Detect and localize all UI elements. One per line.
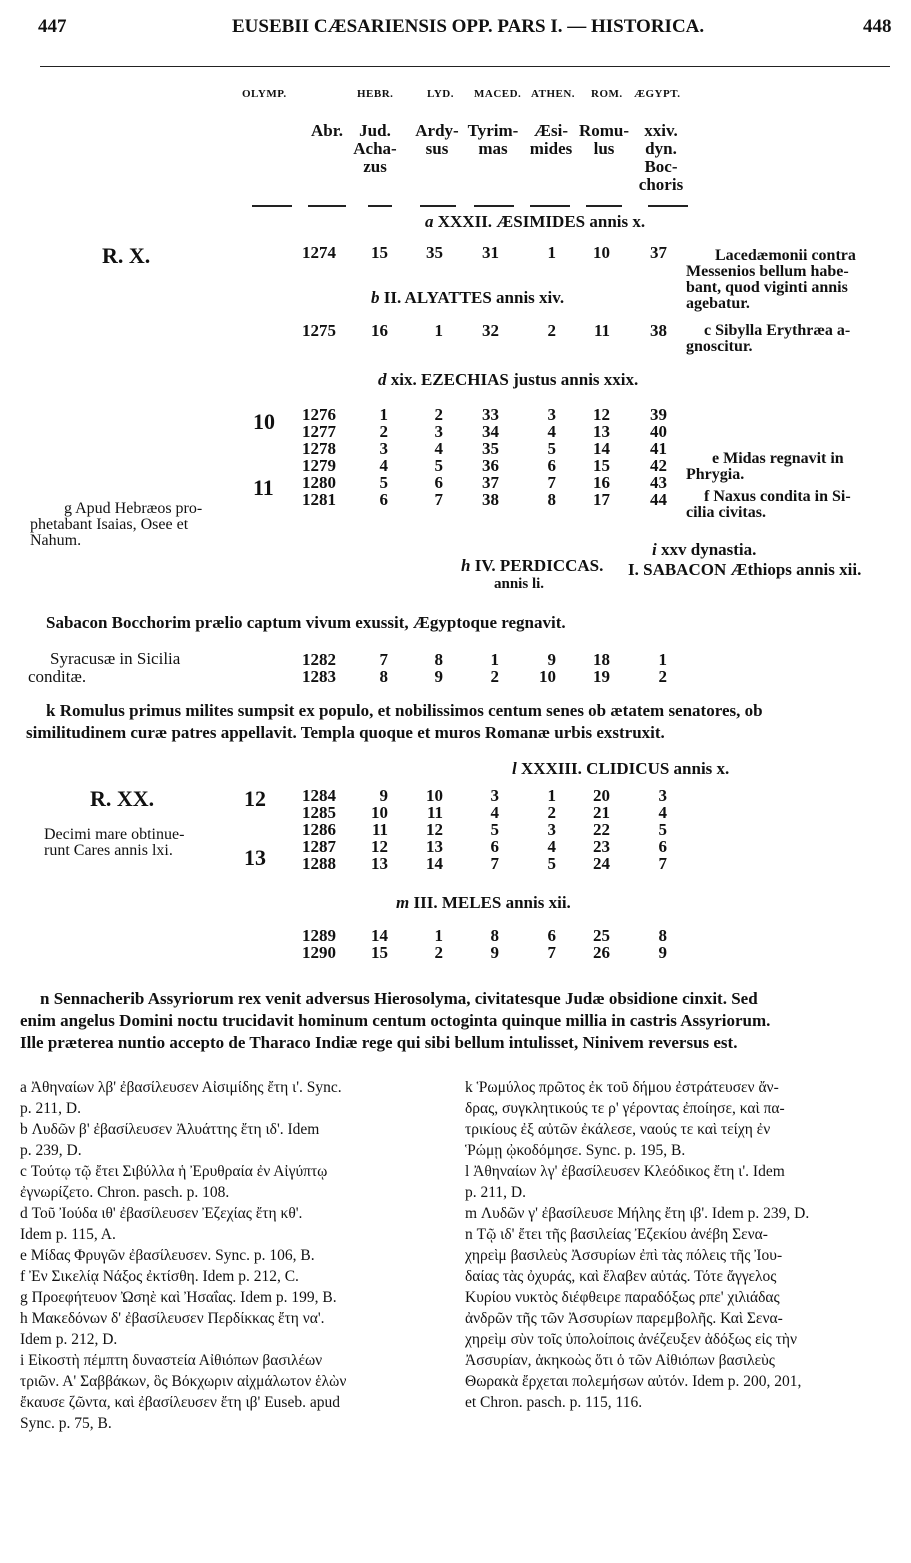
table-cell: 6 xyxy=(434,473,443,492)
table-cell: 1288 xyxy=(302,854,336,873)
footnote-line: f Ἐν Σικελίᾳ Νάξος ἐκτίσθη. Idem p. 212, C. xyxy=(20,1268,299,1285)
table-cell: 11 xyxy=(593,321,610,340)
roman-mark-rxx: R. XX. xyxy=(90,786,155,811)
table-row xyxy=(0,456,700,475)
ruler-line-h2: annis li. xyxy=(494,576,545,592)
table-cell: 42 xyxy=(650,456,667,475)
table-cell: 1276 xyxy=(302,405,336,424)
table-cell: 13 xyxy=(593,422,610,441)
table-cell: 2 xyxy=(547,803,556,822)
footnote-line: a Ἀθηναίων λβ' ἐβασίλευσεν Αἰσιμίδης ἔτη ι'. Sync. xyxy=(20,1079,342,1096)
table-cell: 4 xyxy=(658,803,667,822)
table-row xyxy=(0,243,700,262)
table-cell: 14 xyxy=(593,439,610,458)
table-cell: 34 xyxy=(482,422,499,441)
table-cell: 15 xyxy=(593,456,610,475)
col-rule xyxy=(420,205,456,207)
table-cell: 8 xyxy=(547,490,556,509)
footnote-line: l Ἀθηναίων λγ' ἐβασίλευσεν Κλεόδικος ἔτη ι'. Idem xyxy=(465,1163,785,1180)
table-cell: 1 xyxy=(379,405,388,424)
table-cell: 35 xyxy=(482,439,499,458)
ruler-line-l: l XXXIII. CLIDICUS annis x. xyxy=(512,759,730,778)
table-cell: 40 xyxy=(650,422,667,441)
table-cell: 1278 xyxy=(302,439,336,458)
table-cell: 9 xyxy=(434,667,443,686)
table-cell: 4 xyxy=(379,456,388,475)
note-midas: e Midas regnavit in Phrygia. xyxy=(686,450,844,483)
ruler-line-d: d xix. EZECHIAS justus annis xxix. xyxy=(378,370,639,389)
running-title: EUSEBII CÆSARIENSIS OPP. PARS I. — HISTORICA. xyxy=(232,16,705,37)
table-cell: 5 xyxy=(434,456,443,475)
table-cell: 5 xyxy=(490,820,499,839)
table-cell: 2 xyxy=(379,422,388,441)
table-cell: 44 xyxy=(650,490,667,509)
footnotes-left xyxy=(20,1077,346,1434)
table-cell: 15 xyxy=(371,943,388,962)
table-cell: 20 xyxy=(593,786,610,805)
table-cell: 3 xyxy=(547,405,556,424)
col-nation-athen: ATHEN. xyxy=(531,88,576,100)
table-cell: 10 xyxy=(539,667,556,686)
ruler-line-i: i xxv dynastia. xyxy=(652,540,757,559)
table-cell: 1 xyxy=(434,926,443,945)
table-cell: 1285 xyxy=(302,803,336,822)
table-cell: 37 xyxy=(650,243,667,262)
table-cell: 1283 xyxy=(302,667,336,686)
table-cell: 32 xyxy=(482,321,499,340)
footnote-line: δαίας τὰς ὀχυράς, καὶ ἔλαβεν αὐτάς. Τότε ἄγγελος xyxy=(465,1268,777,1285)
table-cell: 14 xyxy=(371,926,388,945)
col-nation-rom: ROM. xyxy=(591,88,623,100)
col-rule xyxy=(368,205,392,207)
table-cell: 1282 xyxy=(302,650,336,669)
table-cell: 7 xyxy=(547,473,556,492)
footnote-line: e Μίδας Φρυγῶν ἐβασίλευσεν. Sync. p. 106, B. xyxy=(20,1247,315,1264)
table-cell: 31 xyxy=(482,243,499,262)
table-cell: 9 xyxy=(379,786,388,805)
table-cell: 4 xyxy=(434,439,443,458)
table-row xyxy=(0,803,700,822)
table-cell: 1286 xyxy=(302,820,336,839)
table-cell: 1289 xyxy=(302,926,336,945)
footnote-line: p. 211, D. xyxy=(465,1184,526,1201)
footnote-line: τρικίους ἐξ αὐτῶν ἐκάλεσε, ναούς τε καὶ τείχη ἐν xyxy=(465,1121,771,1138)
col-nation-olymp: OLYMP. xyxy=(242,88,287,100)
table-cell: 1 xyxy=(490,650,499,669)
table-cell: 1290 xyxy=(302,943,336,962)
footnote-line: i Εἰκοστὴ πέμπτη δυναστεία Αἰθιόπων βασιλέων xyxy=(20,1352,323,1369)
table-cell: 43 xyxy=(650,473,667,492)
col-head-bocchoris: xxiv. dyn. Boc- choris xyxy=(638,121,684,194)
col-rule xyxy=(648,205,688,207)
table-cell: 1284 xyxy=(302,786,336,805)
table-cell: 1 xyxy=(658,650,667,669)
table-cell: 1275 xyxy=(302,321,336,340)
table-cell: 2 xyxy=(658,667,667,686)
table-cell: 18 xyxy=(593,650,610,669)
footnote-line: χηρεὶμ σὺν τοῖς ὑπολοίποις ἀνέζευξεν ἀδόξως εἰς τὴν xyxy=(465,1331,797,1348)
header-rule xyxy=(40,66,890,67)
note-sibylla: c Sibylla Erythræa a- gnoscitur. xyxy=(686,322,851,355)
table-cell: 1 xyxy=(434,321,443,340)
footnote-line: Idem p. 115, A. xyxy=(20,1226,116,1243)
table-cell: 12 xyxy=(426,820,443,839)
footnote-line: Ῥώμῃ ᾠκοδόμησε. Sync. p. 195, B. xyxy=(465,1142,686,1159)
table-cell: 38 xyxy=(482,490,499,509)
table-cell: 15 xyxy=(371,243,388,262)
table-row xyxy=(0,439,700,458)
page-number-left: 447 xyxy=(38,16,67,37)
table-cell: 7 xyxy=(379,650,388,669)
table-cell: 1274 xyxy=(302,243,336,262)
col-head-ardysus: Ardy- sus xyxy=(415,121,459,158)
footnote-line: ἔκαυσε ζῶντα, καὶ ἐβασίλευσεν ἔτη ιβ' Euseb. apud xyxy=(20,1394,340,1411)
table-cell: 1280 xyxy=(302,473,336,492)
footnote-line: τριῶν. Α' Σαββάκων, ὃς Βόκχωριν αἰχμάλωτον ἑλὼν xyxy=(20,1373,347,1390)
table-cell: 13 xyxy=(426,837,443,856)
table-cell: 8 xyxy=(434,650,443,669)
col-rule xyxy=(530,205,570,207)
paragraph-romulus: k Romulus primus milites sumpsit ex populo, et nobilissimos centum senes ob ætatem senatores, ob similitudinem curæ patres appellavit. Templa quoque et muros Romanæ urbis exstruxit. xyxy=(26,701,763,742)
table-row xyxy=(0,943,700,962)
footnote-line: et Chron. pasch. p. 115, 116. xyxy=(465,1394,643,1411)
note-prophets: g Apud Hebræos pro- phetabant Isaias, Osee et Nahum. xyxy=(30,500,203,549)
table-cell: 13 xyxy=(371,854,388,873)
table-cell: 41 xyxy=(650,439,667,458)
olympiad-10: 10 xyxy=(253,409,275,434)
table-cell: 5 xyxy=(379,473,388,492)
col-head-jud: Jud. Acha- zus xyxy=(353,121,397,176)
paragraph-sennacherib: n Sennacherib Assyriorum rex venit adversus Hierosolyma, civitatesque Judæ obsidione cinxit. Sed enim angelus Domini noctu trucidavit hominum centum octoginta quinque millia in castris Assyriorum. Ille præterea nuntio accepto de Tharaco Indiæ rege qui sibi bellum intulisset, Ninivem reversus est. xyxy=(20,989,771,1052)
table-cell: 5 xyxy=(547,439,556,458)
table-cell: 25 xyxy=(593,926,610,945)
table-cell: 21 xyxy=(593,803,610,822)
ruler-line-a: a XXXII. ÆSIMIDES annis x. xyxy=(425,212,646,231)
footnote-line: m Λυδῶν γ' ἐβασίλευσε Μήλης ἔτη ιβ'. Idem p. 239, D. xyxy=(465,1205,810,1222)
footnote-line: h Μακεδόνων δ' ἐβασίλευσεν Περδίκκας ἔτη να'. xyxy=(20,1310,325,1327)
table-cell: 5 xyxy=(658,820,667,839)
table-cell: 6 xyxy=(658,837,667,856)
paragraph-sabacon: Sabacon Bocchorim prælio captum vivum exussit, Ægyptoque regnavit. xyxy=(46,613,566,632)
table-cell: 11 xyxy=(426,803,443,822)
roman-mark-rx: R. X. xyxy=(102,243,151,268)
page-number-right: 448 xyxy=(863,16,892,37)
table-cell: 10 xyxy=(371,803,388,822)
col-rule xyxy=(252,205,292,207)
table-row xyxy=(0,926,700,945)
table-cell: 22 xyxy=(593,820,610,839)
table-cell: 1 xyxy=(547,786,556,805)
table-cell: 1 xyxy=(547,243,556,262)
footnote-line: ἀνδρῶν τῆς τῶν Ἀσσυρίων παρεμβολῆς. Καὶ Σενα- xyxy=(465,1310,783,1327)
table-cell: 12 xyxy=(593,405,610,424)
table-cell: 7 xyxy=(547,943,556,962)
col-head-tyrimmas: Tyrim- mas xyxy=(467,121,519,158)
table-cell: 6 xyxy=(490,837,499,856)
footnote-line: Κυρίου νυκτὸς διέφθειρε παραδόξως ρπε' χιλιάδας xyxy=(465,1289,780,1306)
note-cares: Decimi mare obtinue- runt Cares annis lxi. xyxy=(44,826,185,859)
table-cell: 24 xyxy=(593,854,610,873)
table-cell: 2 xyxy=(434,405,443,424)
footnote-line: p. 211, D. xyxy=(20,1100,81,1117)
table-cell: 7 xyxy=(490,854,499,873)
footnote-line: δρας, συγκλητικούς τε ρ' γέροντας ἐποίησε, καὶ πα- xyxy=(465,1100,785,1117)
footnote-line: n Τῷ ιδ' ἔτει τῆς βασιλείας Ἐζεκίου ἀνέβη Σενα- xyxy=(465,1226,768,1243)
note-naxus: f Naxus condita in Si- cilia civitas. xyxy=(686,488,851,521)
table-cell: 5 xyxy=(547,854,556,873)
table-cell: 19 xyxy=(593,667,610,686)
table-cell: 38 xyxy=(650,321,667,340)
footnote-line: g Προεφήτευον Ὠσηὲ καὶ Ἠσαΐας. Idem p. 199, B. xyxy=(20,1289,337,1306)
footnote-line: Idem p. 212, D. xyxy=(20,1331,118,1348)
col-nation-hebr: HEBR. xyxy=(357,88,394,100)
ruler-line-i2: I. SABACON Æthiops annis xii. xyxy=(628,560,862,579)
table-cell: 1277 xyxy=(302,422,336,441)
table-cell: 4 xyxy=(547,837,556,856)
table-cell: 14 xyxy=(426,854,443,873)
col-head-aesimides: Æsi- mides xyxy=(529,121,573,158)
table-cell: 2 xyxy=(490,667,499,686)
footnote-line: d Τοῦ Ἰούδα ιθ' ἐβασίλευσεν Ἐζεχίας ἔτη κθ'. xyxy=(20,1205,303,1222)
table-cell: 26 xyxy=(593,943,610,962)
table-cell: 10 xyxy=(426,786,443,805)
table-cell: 2 xyxy=(434,943,443,962)
table-cell: 6 xyxy=(379,490,388,509)
table-cell: 17 xyxy=(593,490,610,509)
table-cell: 36 xyxy=(482,456,499,475)
table-cell: 9 xyxy=(658,943,667,962)
table-cell: 1279 xyxy=(302,456,336,475)
table-cell: 8 xyxy=(658,926,667,945)
col-nation-maced: MACED. xyxy=(474,88,522,100)
table-row xyxy=(0,321,700,340)
table-cell: 1281 xyxy=(302,490,336,509)
col-rule xyxy=(586,205,622,207)
col-nation-aegypt: ÆGYPT. xyxy=(634,88,681,100)
table-cell: 37 xyxy=(482,473,499,492)
table-cell: 9 xyxy=(547,650,556,669)
table-row xyxy=(0,473,700,492)
table-cell: 7 xyxy=(434,490,443,509)
col-rule xyxy=(474,205,514,207)
table-cell: 7 xyxy=(658,854,667,873)
olympiad-12: 12 xyxy=(244,786,266,811)
table-cell: 3 xyxy=(547,820,556,839)
table-cell: 33 xyxy=(482,405,499,424)
col-rule xyxy=(308,205,346,207)
footnote-line: b Λυδῶν β' ἐβασίλευσεν Ἀλυάττης ἔτη ιδ'. Idem xyxy=(20,1121,320,1138)
table-cell: 3 xyxy=(658,786,667,805)
ruler-line-m: m III. MELES annis xii. xyxy=(396,893,571,912)
footnote-line: Θωρακὰ ἔρχεται πολεμήσων αὐτόν. Idem p. 200, 201, xyxy=(465,1373,802,1390)
table-cell: 6 xyxy=(547,456,556,475)
table-cell: 10 xyxy=(593,243,610,262)
table-cell: 16 xyxy=(593,473,610,492)
olympiad-11: 11 xyxy=(253,475,274,500)
table-row xyxy=(0,422,700,441)
table-cell: 11 xyxy=(371,820,388,839)
table-cell: 23 xyxy=(593,837,610,856)
table-cell: 35 xyxy=(426,243,443,262)
note-syracusae: Syracusæ in Sicilia conditæ. xyxy=(28,649,181,686)
ruler-line-h: h IV. PERDICCAS. xyxy=(461,556,604,575)
col-nation-lyd: LYD. xyxy=(427,88,454,100)
footnote-line: Sync. p. 75, B. xyxy=(20,1415,112,1432)
table-cell: 2 xyxy=(547,321,556,340)
table-cell: 1287 xyxy=(302,837,336,856)
col-head-abr: Abr. xyxy=(311,121,343,140)
footnote-line: c Τούτῳ τῷ ἔτει Σιβύλλα ἡ Ἐρυθραία ἐν Αἰγύπτῳ xyxy=(20,1163,328,1180)
footnote-line: ἐγνωρίζετο. Chron. pasch. p. 108. xyxy=(20,1184,230,1201)
table-cell: 3 xyxy=(490,786,499,805)
table-row xyxy=(0,786,700,805)
table-cell: 9 xyxy=(490,943,499,962)
footnote-line: Ἀσσυρίαν, ἀκηκοὼς ὅτι ὁ τῶν Αἰθιόπων βασιλεὺς xyxy=(465,1352,775,1369)
table-cell: 4 xyxy=(547,422,556,441)
table-cell: 39 xyxy=(650,405,667,424)
table-cell: 12 xyxy=(371,837,388,856)
ruler-line-b: b II. ALYATTES annis xiv. xyxy=(371,288,565,307)
col-head-romulus: Romu- lus xyxy=(578,121,630,158)
table-cell: 3 xyxy=(434,422,443,441)
footnote-line: χηρεὶμ βασιλεὺς Ἀσσυρίων ἐπὶ τὰς πόλεις τῆς Ἰου- xyxy=(465,1247,783,1264)
table-cell: 8 xyxy=(490,926,499,945)
footnote-line: p. 239, D. xyxy=(20,1142,82,1159)
table-cell: 6 xyxy=(547,926,556,945)
table-cell: 16 xyxy=(371,321,388,340)
footnotes-right xyxy=(465,1077,809,1413)
footnote-line: k Ῥωμύλος πρῶτος ἐκ τοῦ δήμου ἐστράτευσεν ἄν- xyxy=(465,1079,779,1096)
table-cell: 8 xyxy=(379,667,388,686)
olympiad-13: 13 xyxy=(244,845,266,870)
note-lacedaemonii: Lacedæmonii contra Messenios bellum habe- bant, quod viginti annis agebatur. xyxy=(686,247,856,312)
table-cell: 4 xyxy=(490,803,499,822)
table-cell: 3 xyxy=(379,439,388,458)
